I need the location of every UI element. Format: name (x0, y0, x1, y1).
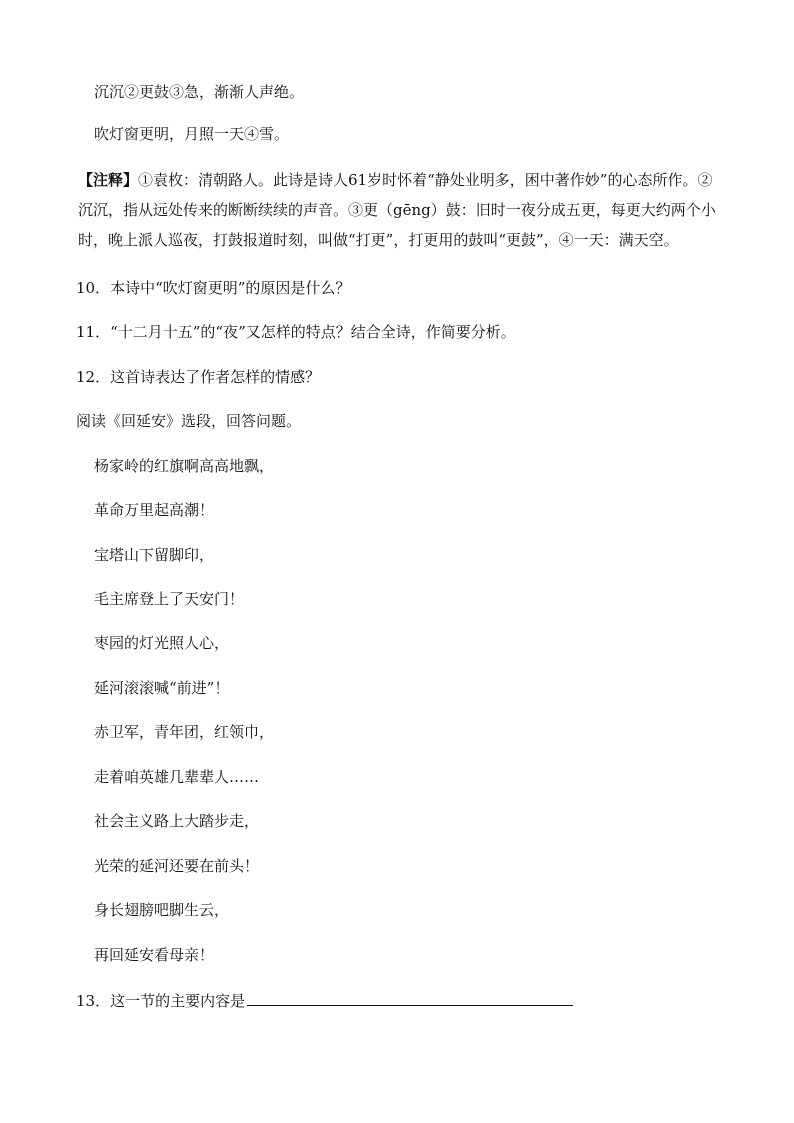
poem-line: 光荣的延河还要在前头！ (94, 857, 260, 875)
annotation-tag: 【注释】 (78, 171, 139, 189)
poem-line: 沉沉②更鼓③急，渐渐人声绝。 (94, 83, 305, 101)
question-13-text: 13．这一节的主要内容是 (76, 992, 246, 1010)
poem-line: 宝塔山下留脚印， (94, 546, 215, 564)
poem-line: 延河滚滚喊“前进”！ (94, 679, 230, 697)
question-11: 11．“十二月十五”的“夜”又怎样的特点？结合全诗，作简要分析。 (76, 323, 516, 341)
reading-instruction: 阅读《回延安》选段，回答问题。 (76, 412, 302, 430)
poem-line: 枣园的灯光照人心， (94, 634, 230, 652)
question-13 (76, 989, 573, 1011)
poem-line: 再回延安看母亲！ (94, 946, 215, 964)
poem-line: 赤卫军，青年团，红领巾， (94, 723, 275, 741)
poem-line: 杨家岭的红旗啊高高地飘， (94, 457, 275, 475)
annotation-block (78, 165, 718, 255)
poem-line: 毛主席登上了天安门！ (94, 590, 245, 608)
poem-line: 身长翅膀吧脚生云， (94, 901, 230, 919)
poem-line: 社会主义路上大踏步走， (94, 812, 260, 830)
question-10: 10．本诗中“吹灯窗更明”的原因是什么？ (76, 279, 351, 297)
poem-line: 吹灯窗更明，月照一天④雪。 (94, 125, 290, 143)
poem-line: 革命万里起高潮！ (94, 501, 215, 519)
question-12: 12．这首诗表达了作者怎样的情感？ (76, 368, 321, 386)
answer-blank[interactable] (247, 989, 573, 1006)
annotation-text: ①袁枚：清朝路人。此诗是诗人61岁时怀着“静处业明多，困中著作妙”的心态所作。②沉沉，指从远处传来的断断续续的声音。③更（gēng）鼓：旧时一夜分成五更，每更大约两个小时，晚上派人巡夜，打鼓报道时刻，叫做“打更”，打更用的鼓叫“更鼓”，④一天：满天空。 (78, 171, 716, 249)
poem-line: 走着咱英雄几辈辈人…… (94, 768, 260, 786)
